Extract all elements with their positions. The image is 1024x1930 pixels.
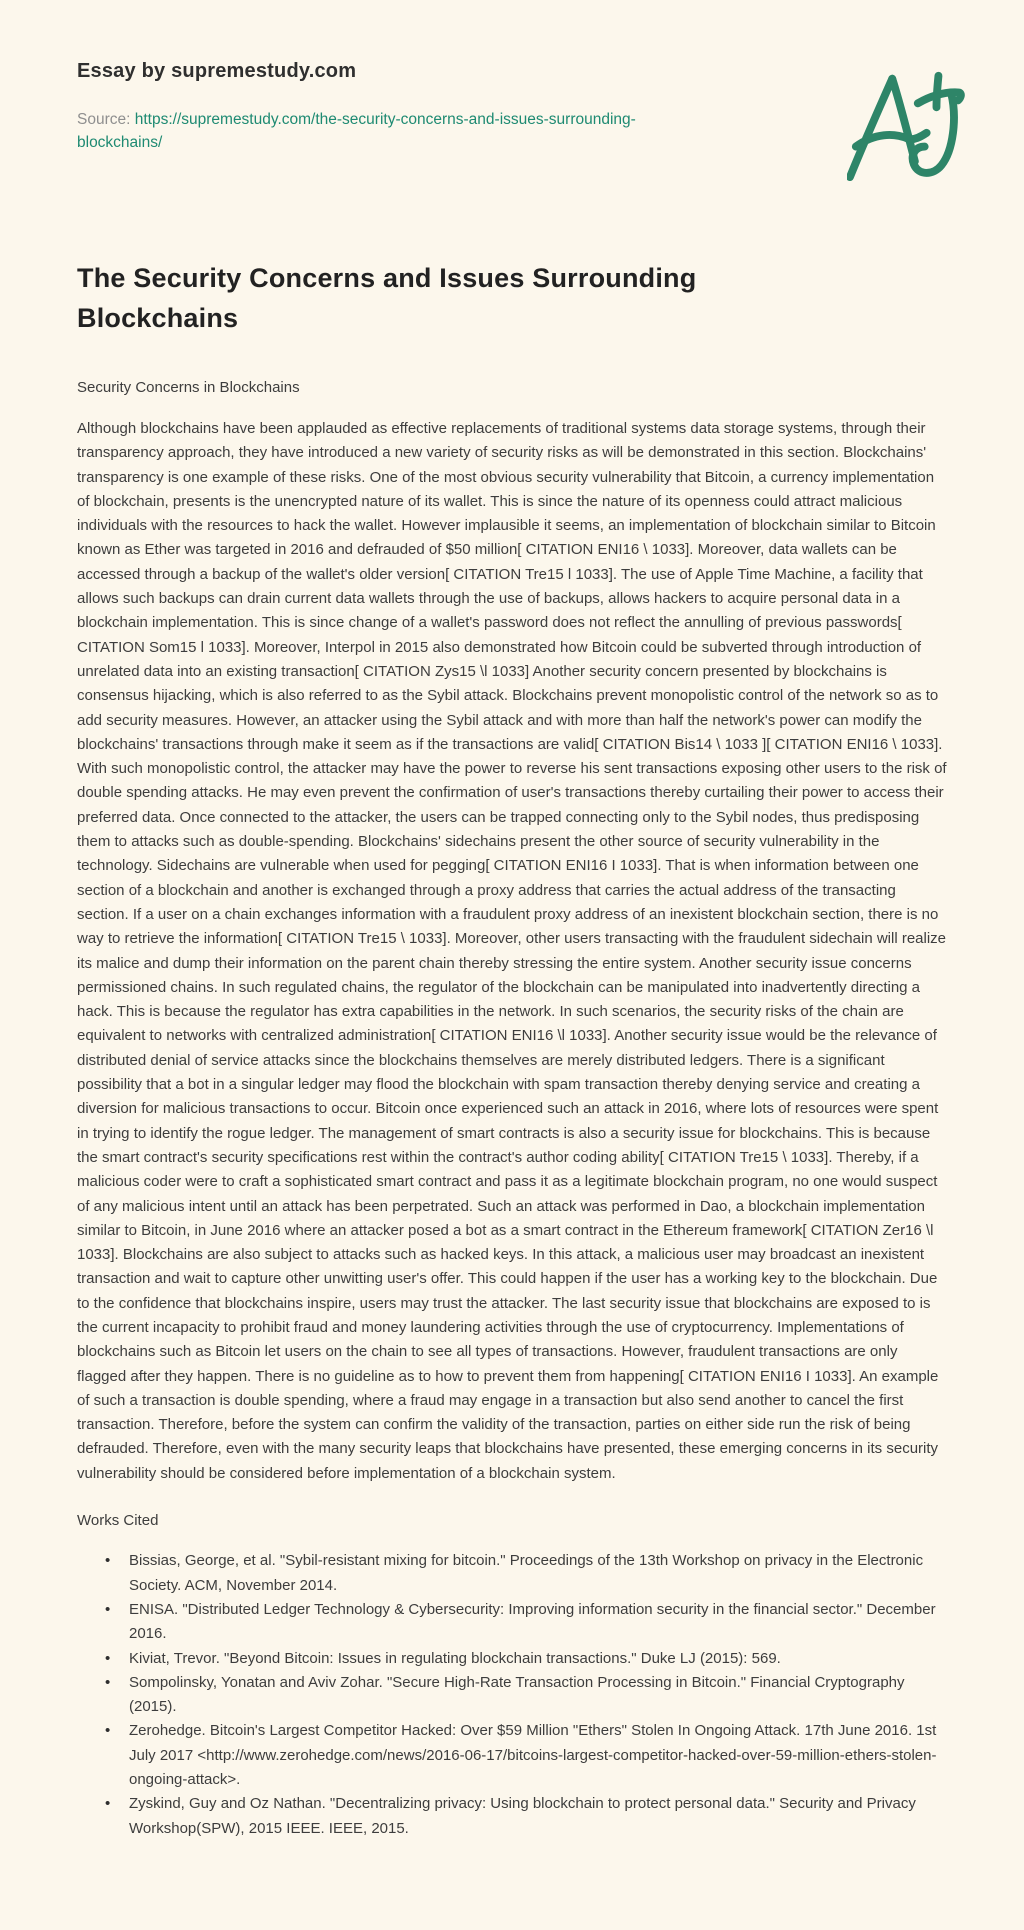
source-line bbox=[77, 108, 697, 154]
citation-item: • Zyskind, Guy and Oz Nathan. "Decentralizing privacy: Using blockchain to protect personal data." Security and Privacy Workshop(SPW), 2015 IEEE. IEEE, 2015. bbox=[103, 1792, 947, 1841]
article-subtitle: Security Concerns in Blockchains bbox=[77, 379, 300, 396]
citation-item: • Sompolinsky, Yonatan and Aviv Zohar. "Secure High-Rate Transaction Processing in Bitcoin." Financial Cryptography (2015). bbox=[103, 1671, 947, 1720]
source-label: Source: bbox=[77, 111, 135, 128]
works-cited-heading: Works Cited bbox=[77, 1512, 159, 1530]
citation-item: • Zerohedge. Bitcoin's Largest Competitor Hacked: Over $59 Million "Ethers" Stolen In Ongoing Attack. 17th June 2016. 1st July 2017 <http://www.zerohedge.com/news/2016-06-17/bitcoins-largest-competitor-hacked-over-59-million-ethers-stolen-ongoing-attack>. bbox=[103, 1719, 947, 1792]
a-plus-logo-icon bbox=[847, 63, 965, 183]
citation-list bbox=[77, 1549, 947, 1841]
site-title: Essay by supremestudy.com bbox=[77, 60, 357, 82]
site-header bbox=[77, 60, 947, 154]
citation-item: • ENISA. "Distributed Ledger Technology & Cybersecurity: Improving information security in the financial sector." December 2016. bbox=[103, 1598, 947, 1647]
article bbox=[77, 258, 947, 1841]
source-link[interactable]: https://supremestudy.com/the-security-concerns-and-issues-surrounding-blockchains/ bbox=[77, 111, 636, 151]
citation-item: • Kiviat, Trevor. "Beyond Bitcoin: Issues in regulating blockchain transactions." Duke LJ (2015): 569. bbox=[103, 1647, 947, 1671]
essay-body-paragraph: Although blockchains have been applauded as effective replacements of traditional systems data storage systems, through their transparency approach, they have introduced a new variety of security risks as will be demonstrated in this section. Blockchains' transparency is one example of these risks. One of the most obvious security vulnerability that Bitcoin, a currency implementation of blockchain, presents is the unencrypted nature of its wallet. This is since the nature of its openness could attract malicious individuals with the resources to hack the wallet. However implausible it seems, an implementation of blockchain similar to Bitcoin known as Ether was targeted in 2016 and defrauded of $50 million[ CITATION ENI16 \ 1033]. Moreover, data wallets can be accessed through a backup of the wallet's older version[ CITATION Tre15 l 1033]. The use of Apple Time Machine, a facility that allows such backups can drain current data wallets through the use of backups, allows hackers to acquire personal data in a blockchain implementation. This is since change of a wallet's password does not reflect the annulling of previous passwords[ CITATION Som15 l 1033]. Moreover, Interpol in 2015 also demonstrated how Bitcoin could be subverted through introduction of unrelated data into an existing transaction[ CITATION Zys15 \l 1033] Another security concern presented by blockchains is consensus hijacking, which is also referred to as the Sybil attack. Blockchains prevent monopolistic control of the network so as to add security measures. However, an attacker using the Sybil attack and with more than half the network's power can modify the blockchains' transactions through make it seem as if the transactions are valid[ CITATION Bis14 \ 1033 ][ CITATION ENI16 \ 1033]. With such monopolistic control, the attacker may have the power to reverse his sent transactions exposing other users to the risk of double spending attacks. He may even prevent the confirmation of user's transactions thereby curtailing their power to access their preferred data. Once connected to the attacker, the users can be trapped connecting only to the Sybil nodes, thus predisposing them to attacks such as double-spending. Blockchains' sidechains present the other source of security vulnerability in the technology. Sidechains are vulnerable when used for pegging[ CITATION ENI16 I 1033]. That is when information between one section of a blockchain and another is exchanged through a proxy address that carries the actual address of the transacting section. If a user on a chain exchanges information with a fraudulent proxy address of an inexistent blockchain section, there is no way to retrieve the information[ CITATION Tre15 \ 1033]. Moreover, other users transacting with the fraudulent sidechain will realize its malice and dump their information on the parent chain thereby stressing the entire system. Another security issue concerns permissioned chains. In such regulated chains, the regulator of the blockchain can be manipulated into inadvertently directing a hack. This is because the regulator has extra capabilities in the network. In such scenarios, the security risks of the chain are equivalent to networks with centralized administration[ CITATION ENI16 \l 1033]. Another security issue would be the relevance of distributed denial of service attacks since the blockchains themselves are merely distributed ledgers. There is a significant possibility that a bot in a singular ledger may flood the blockchain with spam transaction thereby denying service and creating a diversion for malicious transactions to occur. Bitcoin once experienced such an attack in 2016, where lots of resources were spent in trying to identify the rogue ledger. The management of smart contracts is also a security issue for blockchains. This is because the smart contract's security specifications rest within the contract's author coding ability[ CITATION Tre15 \ 1033]. Thereby, if a malicious coder were to craft a sophisticated smart contract and pass it as a legitimate blockchain program, no one would suspect of any malicious intent until an attack has been perpetrated. Such an attack was performed in Dao, a blockchain implementation similar to Bitcoin, in June 2016 where an attacker posed a bot as a smart contract in the Ethereum framework[ CITATION Zer16 \l 1033]. Blockchains are also subject to attacks such as hacked keys. In this attack, a malicious user may broadcast an inexistent transaction and wait to capture other unwitting user's offer. This could happen if the user has a working key to the blockchain. Due to the confidence that blockchains inspire, users may trust the attacker. The last security issue that blockchains are exposed to is the current incapacity to prohibit fraud and money laundering activities through the use of cryptocurrency. Implementations of blockchains such as Bitcoin let users on the chain to see all types of transactions. However, fraudulent transactions are only flagged after they happen. There is no guideline as to how to prevent them from happening[ CITATION ENI16 I 1033]. An example of such a transaction is double spending, where a fraud may engage in a transaction but also send another to cancel the first transaction. Therefore, before the system can confirm the validity of the transaction, parties on either side run the risk of being defrauded. Therefore, even with the many security leaps that blockchains have presented, these emerging concerns in its security vulnerability should be considered before implementation of a blockchain system. bbox=[77, 420, 947, 1482]
article-title: The Security Concerns and Issues Surrounding Blockchains bbox=[77, 263, 697, 333]
citation-item: • Bissias, George, et al. "Sybil-resistant mixing for bitcoin." Proceedings of the 13th Workshop on privacy in the Electronic Society. ACM, November 2014. bbox=[103, 1549, 947, 1598]
